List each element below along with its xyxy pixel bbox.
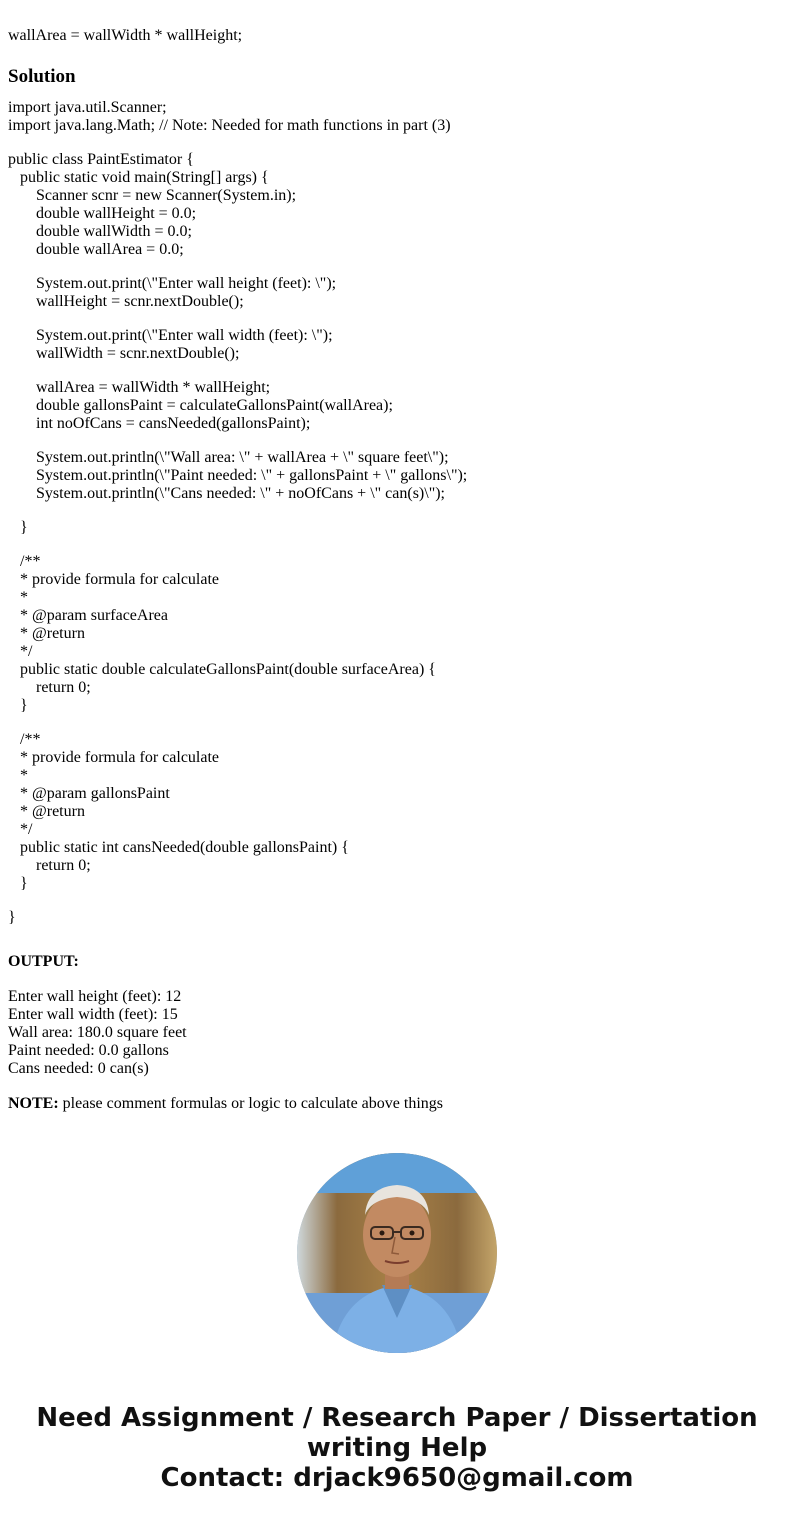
output-line: Paint needed: 0.0 gallons (8, 1042, 169, 1059)
code-line: System.out.print(\"Enter wall width (feet): \"); (8, 327, 333, 344)
code-line: return 0; (8, 679, 91, 696)
code-line: System.out.print(\"Enter wall height (feet): \"); (8, 275, 337, 292)
blank-line (8, 715, 788, 731)
code-line: public static void main(String[] args) { (8, 169, 269, 186)
code-line: } (8, 875, 28, 892)
code-line: * (8, 767, 28, 784)
contact-banner (0, 1403, 794, 1493)
code-line: double gallonsPaint = calculateGallonsPaint(wallArea); (8, 397, 393, 414)
blank-line (8, 537, 788, 553)
blank-line (8, 135, 788, 151)
note-line (8, 1095, 788, 1113)
code-block (8, 99, 788, 927)
code-line: } (8, 519, 28, 536)
note-text: please comment formulas or logic to calculate above things (58, 1095, 443, 1112)
banner-line-1: Need Assignment / Research Paper / Dissertation (36, 1403, 758, 1433)
code-line: import java.lang.Math; // Note: Needed for math functions in part (3) (8, 117, 451, 134)
code-line: * @return (8, 803, 85, 820)
code-line: System.out.println(\"Cans needed: \" + noOfCans + \" can(s)\"); (8, 485, 445, 502)
note-label: NOTE: (8, 1095, 59, 1112)
code-line: wallArea = wallWidth * wallHeight; (8, 379, 271, 396)
output-line: Cans needed: 0 can(s) (8, 1060, 149, 1077)
code-line: * @param surfaceArea (8, 607, 168, 624)
blank-line (8, 503, 788, 519)
code-line: public class PaintEstimator { (8, 151, 194, 168)
code-line: * @return (8, 625, 85, 642)
code-line: System.out.println(\"Paint needed: \" + gallonsPaint + \" gallons\"); (8, 467, 468, 484)
output-heading: OUTPUT: (8, 953, 79, 970)
code-line: public static int cansNeeded(double gallonsPaint) { (8, 839, 349, 856)
code-line: double wallWidth = 0.0; (8, 223, 192, 240)
code-line: * (8, 589, 28, 606)
document-body (8, 27, 788, 1113)
blank-line (8, 311, 788, 327)
code-line: * @param gallonsPaint (8, 785, 170, 802)
output-line: Enter wall width (feet): 15 (8, 1006, 178, 1023)
code-line: public static double calculateGallonsPaint(double surfaceArea) { (8, 661, 436, 678)
output-line: Enter wall height (feet): 12 (8, 988, 182, 1005)
code-line: return 0; (8, 857, 91, 874)
blank-line (8, 363, 788, 379)
output-line: Wall area: 180.0 square feet (8, 1024, 187, 1041)
code-line: wallHeight = scnr.nextDouble(); (8, 293, 244, 310)
blank-line (8, 433, 788, 449)
code-line: double wallHeight = 0.0; (8, 205, 197, 222)
author-avatar (297, 1153, 497, 1353)
banner-line-2: writing Help (306, 1433, 488, 1463)
code-line: /** (8, 553, 41, 570)
code-line: } (8, 697, 28, 714)
code-line: double wallArea = 0.0; (8, 241, 184, 258)
author-portrait-image (297, 1153, 497, 1353)
code-line: * provide formula for calculate (8, 749, 220, 766)
code-line: /** (8, 731, 41, 748)
code-line: */ (8, 643, 33, 660)
code-line: import java.util.Scanner; (8, 99, 167, 116)
blank-line (8, 259, 788, 275)
solution-heading: Solution (8, 66, 76, 87)
code-line: wallWidth = scnr.nextDouble(); (8, 345, 240, 362)
code-line: */ (8, 821, 33, 838)
banner-contact-line: Contact: drjack9650@gmail.com (160, 1463, 634, 1493)
code-line: System.out.println(\"Wall area: \" + wallArea + \" square feet\"); (8, 449, 449, 466)
output-block (8, 988, 788, 1078)
code-line: Scanner scnr = new Scanner(System.in); (8, 187, 297, 204)
code-line: int noOfCans = cansNeeded(gallonsPaint); (8, 415, 311, 432)
intro-code-line: wallArea = wallWidth * wallHeight; (8, 27, 243, 44)
blank-line (8, 893, 788, 909)
code-line: } (8, 909, 16, 926)
code-line: * provide formula for calculate (8, 571, 220, 588)
